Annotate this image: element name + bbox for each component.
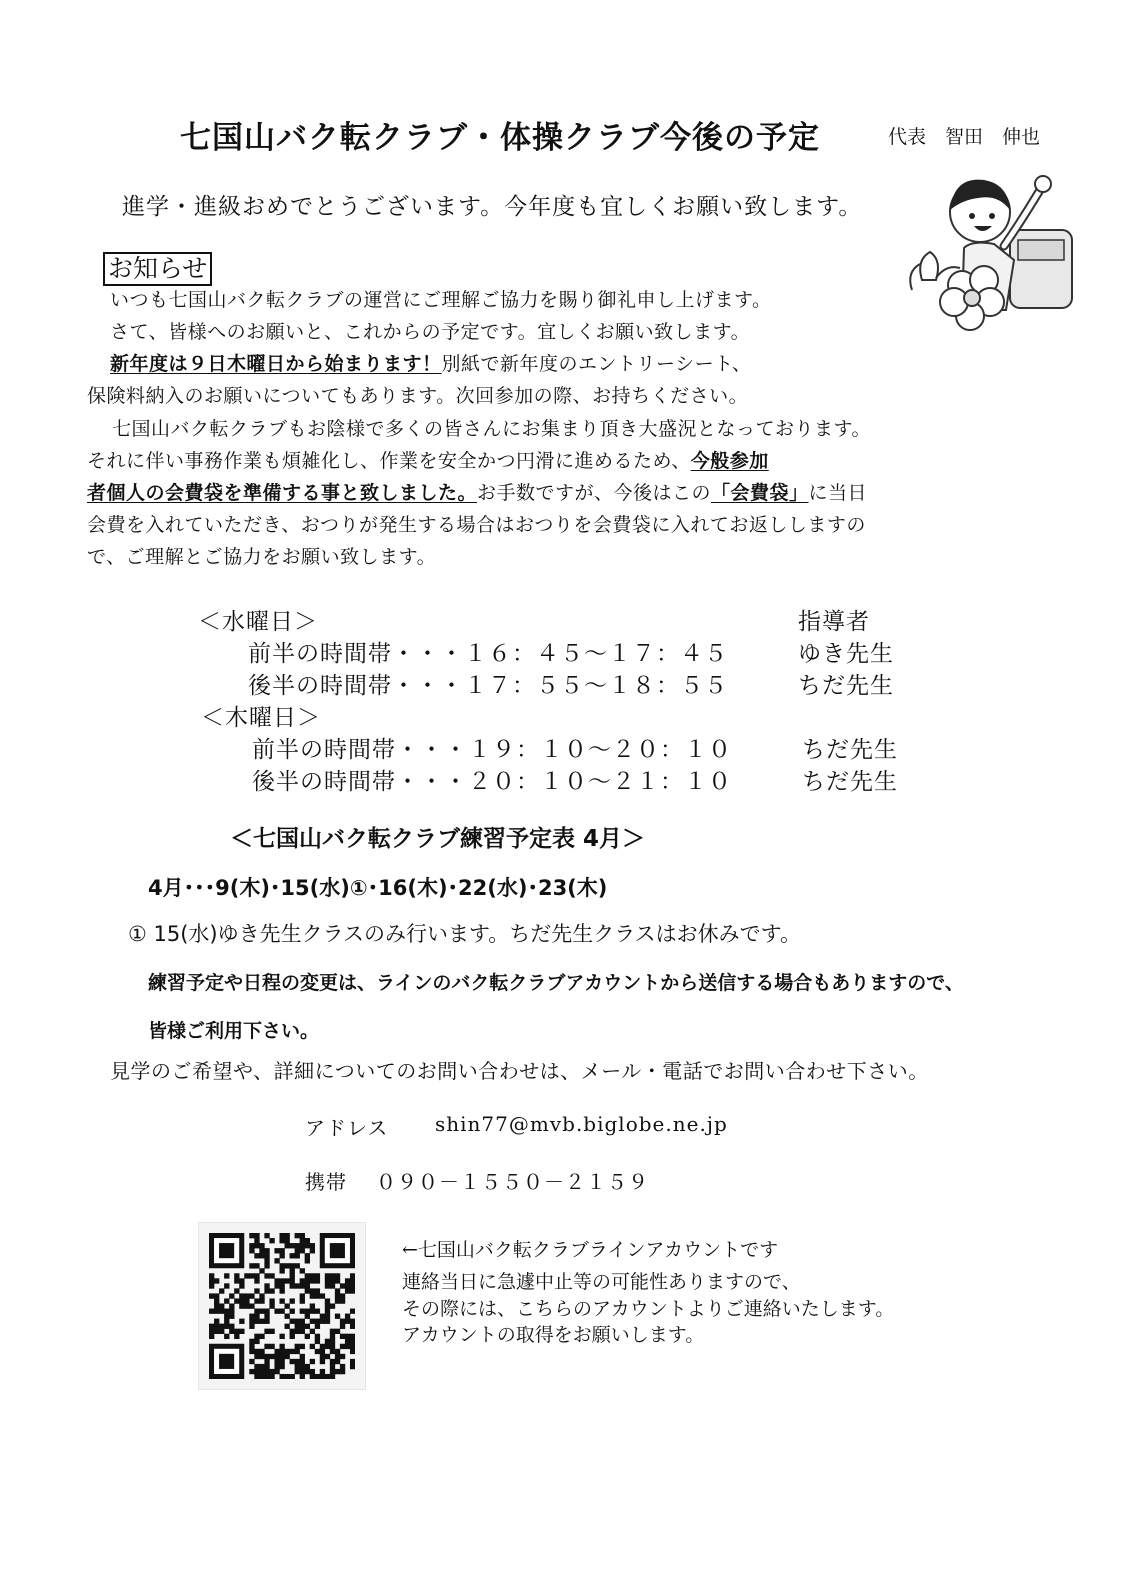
thu-teacher-2: ちだ先生 — [802, 769, 898, 795]
notice-line-6-b: 今般参加 — [690, 450, 769, 472]
line-account-line-4: アカウントの取得をお願いします。 — [402, 1324, 705, 1346]
notice-line-3-rest: 別紙で新年度のエントリーシート、 — [441, 353, 752, 375]
thu-teacher-1: ちだ先生 — [802, 737, 898, 763]
line-account-line-1: ←七国山バク転クラブラインアカウントです — [402, 1239, 779, 1261]
practice-title: ＜七国山バク転クラブ練習予定表 4月＞ — [230, 826, 646, 852]
wed-slot-2: 後半の時間帯・・・１７：５５〜１８：５５ — [248, 673, 728, 699]
thu-slot-2: 後半の時間帯・・・２０：１０〜２１：１０ — [252, 769, 732, 795]
notice-line-6 — [87, 445, 769, 477]
line-account-line-3: その際には、こちらのアカウントよりご連絡いたします。 — [402, 1298, 895, 1320]
line-account-line-2: 連絡当日に急遽中止等の可能性ありますので、 — [402, 1271, 801, 1293]
notice-line-3 — [110, 348, 751, 380]
phone-label: 携帯 — [305, 1170, 347, 1194]
address-label: アドレス — [305, 1116, 389, 1140]
notice-line-9: で、ご理解とご協力をお願い致します。 — [87, 546, 437, 568]
fee-bag-announcement: 者個人の会費袋を準備する事と致しました。 — [87, 482, 478, 504]
thu-slot-1: 前半の時間帯・・・１９：１０〜２０：１０ — [252, 737, 732, 763]
notice-line-5: 七国山バク転クラブもお陰様で多くの皆さんにお集まり頂き大盛況となっております。 — [112, 418, 871, 440]
greeting: 進学・進級おめでとうございます。今年度も宜しくお願い致します。 — [122, 194, 863, 220]
practice-dates: 4月･･･9(木)･15(水)①･16(木)･22(水)･23(木) — [148, 876, 608, 900]
qr-code-graphic — [209, 1233, 355, 1379]
schedule-change-line-1: 練習予定や日程の変更は、ラインのバク転クラブアカウントから送信する場合もありますので、 — [148, 972, 964, 994]
new-year-start: 新年度は９日木曜日から始まります！ — [110, 353, 442, 375]
child-flower-illustration — [902, 160, 1085, 338]
notice-line-7 — [87, 477, 867, 509]
notice-line-6-a: それに伴い事務作業も煩雑化し、作業を安全かつ円滑に進めるため、 — [87, 450, 691, 472]
notice-label: お知らせ — [103, 252, 212, 286]
notice-line-4: 保険料納入のお願いについてもあります。次回参加の際、お持ちください。 — [87, 385, 749, 407]
wednesday-label: ＜水曜日＞ — [198, 609, 318, 635]
notice-line-7-d: に当日 — [808, 482, 868, 504]
notice-line-7-b: お手数ですが、今後はこの — [477, 482, 712, 504]
representative: 代表 智田 伸也 — [888, 126, 1041, 148]
instructor-header: 指導者 — [798, 609, 870, 635]
schedule-change-line-2: 皆様ご利用下さい。 — [148, 1020, 320, 1042]
wed-teacher-1: ゆき先生 — [798, 641, 894, 667]
page-title: 七国山バク転クラブ・体操クラブ今後の予定 — [180, 120, 820, 156]
notice-line-2: さて、皆様へのお願いと、これからの予定です。宜しくお願い致します。 — [110, 321, 751, 343]
notice-line-8: 会費を入れていただき、おつりが発生する場合はおつりを会費袋に入れてお返ししますの — [87, 514, 866, 536]
thursday-label: ＜木曜日＞ — [201, 705, 321, 731]
line-qr-code[interactable] — [198, 1222, 366, 1390]
practice-note: ① 15(水)ゆき先生クラスのみ行います。ちだ先生クラスはお休みです。 — [128, 922, 801, 946]
wed-slot-1: 前半の時間帯・・・１６：４５〜１７：４５ — [248, 641, 728, 667]
notice-line-1: いつも七国山バク転クラブの運営にご理解ご協力を賜り御礼申し上げます。 — [110, 289, 772, 311]
fee-bag-term: 「会費袋」 — [711, 482, 809, 504]
phone-number[interactable]: ０９０－１５５０－２１５９ — [376, 1170, 649, 1194]
inquiry-text: 見学のご希望や、詳細についてのお問い合わせは、メール・電話でお問い合わせ下さい。 — [110, 1059, 929, 1083]
email-address[interactable]: shin77@mvb.biglobe.ne.jp — [435, 1112, 728, 1136]
wed-teacher-2: ちだ先生 — [798, 673, 894, 699]
